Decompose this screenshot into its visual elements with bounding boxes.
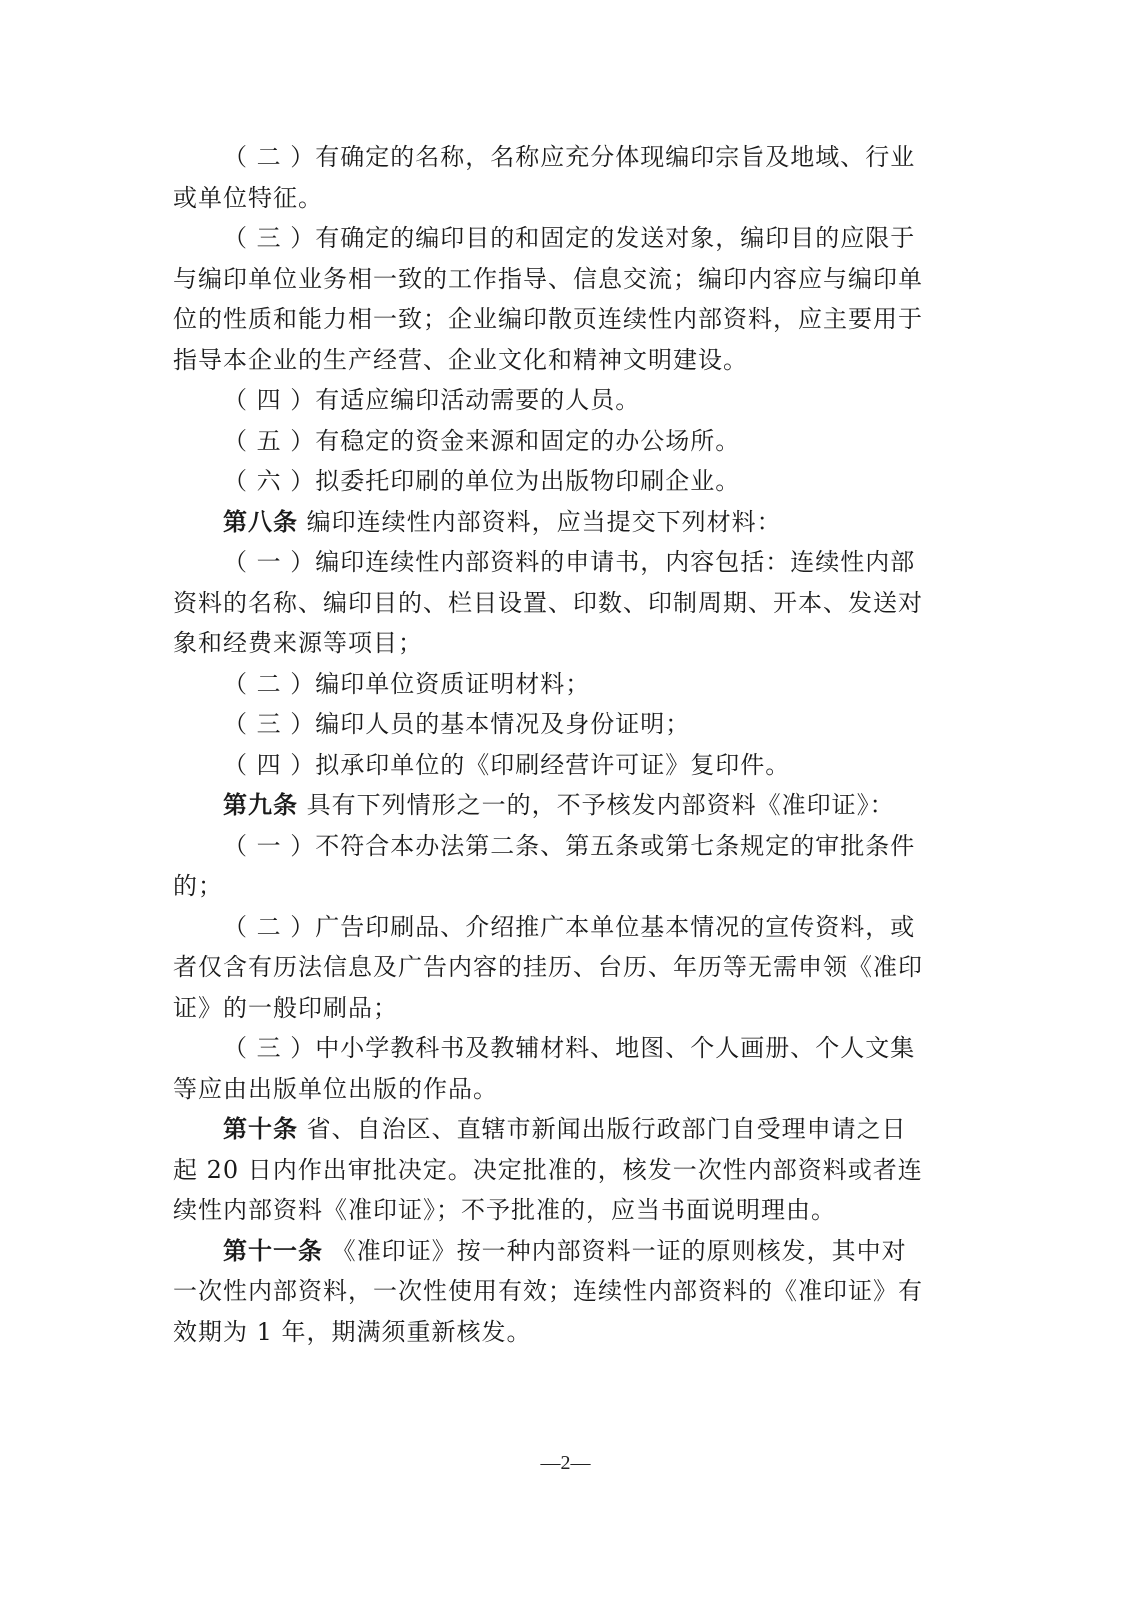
line-text: 或单位特征。 bbox=[173, 183, 323, 212]
line-text: （ 三 ）有确定的编印目的和固定的发送对象，编印目的应限于 bbox=[223, 224, 916, 252]
line-text: 者仅含有历法信息及广告内容的挂历、台历、年历等无需申领《准印 bbox=[173, 953, 923, 981]
line-text: 资料的名称、编印目的、栏目设置、印数、印制周期、开本、发送对 bbox=[173, 588, 923, 617]
text-line bbox=[173, 502, 943, 543]
text-line bbox=[173, 178, 943, 219]
line-text: 《准印证》按一种内部资料一证的原则核发，其中对 bbox=[331, 1236, 907, 1265]
page-number: —2— bbox=[540, 1452, 591, 1474]
line-text: （ 二 ）广告印刷品、介绍推广本单位基本情况的宣传资料，或 bbox=[223, 912, 916, 941]
text-line bbox=[173, 1312, 943, 1353]
line-text: 起 20 日内作出审批决定。决定批准的，核发一次性内部资料或者连 bbox=[173, 1155, 923, 1184]
text-line bbox=[173, 421, 943, 462]
text-line bbox=[173, 340, 943, 381]
text-line bbox=[173, 583, 943, 624]
article-number: 第八条 bbox=[223, 507, 298, 536]
line-text: 象和经费来源等项目； bbox=[173, 629, 423, 657]
text-line bbox=[173, 137, 943, 178]
line-text: 指导本企业的生产经营、企业文化和精神文明建设。 bbox=[173, 345, 748, 374]
paragraph bbox=[173, 704, 943, 745]
line-text: 的； bbox=[173, 872, 223, 900]
text-line bbox=[173, 380, 943, 421]
line-text: 具有下列情形之一的，不予核发内部资料《准印证》： bbox=[306, 791, 895, 819]
text-line bbox=[173, 1069, 943, 1110]
line-text: （ 三 ）中小学教科书及教辅材料、地图、个人画册、个人文集 bbox=[223, 1034, 916, 1062]
paragraph bbox=[173, 745, 943, 786]
text-line bbox=[173, 1109, 943, 1150]
line-text: （ 四 ）有适应编印活动需要的人员。 bbox=[223, 386, 641, 414]
text-line bbox=[173, 299, 943, 340]
line-text: （ 六 ）拟委托印刷的单位为出版物印刷企业。 bbox=[223, 467, 741, 495]
paragraph bbox=[173, 826, 943, 907]
text-line bbox=[173, 907, 943, 948]
article-number: 第十条 bbox=[223, 1115, 298, 1143]
text-line bbox=[173, 259, 943, 300]
text-line bbox=[173, 704, 943, 745]
line-text: 省、自治区、直辖市新闻出版行政部门自受理申请之日 bbox=[306, 1115, 907, 1143]
text-line bbox=[173, 785, 943, 826]
line-text: 一次性内部资料，一次性使用有效；连续性内部资料的《准印证》有 bbox=[173, 1277, 923, 1305]
text-line bbox=[173, 1271, 943, 1312]
line-text: （ 一 ）编印连续性内部资料的申请书，内容包括：连续性内部 bbox=[223, 548, 916, 576]
article-number: 第十一条 bbox=[223, 1236, 323, 1265]
article-paragraph bbox=[173, 1109, 943, 1231]
line-text: 与编印单位业务相一致的工作指导、信息交流；编印内容应与编印单 bbox=[173, 264, 923, 293]
paragraph bbox=[173, 542, 943, 664]
text-line bbox=[173, 866, 943, 907]
text-line bbox=[173, 623, 943, 664]
text-line bbox=[173, 1028, 943, 1069]
line-text: （ 五 ）有稳定的资金来源和固定的办公场所。 bbox=[223, 426, 741, 455]
line-text: （ 三 ）编印人员的基本情况及身份证明； bbox=[223, 710, 691, 738]
article-paragraph bbox=[173, 785, 943, 826]
text-line bbox=[173, 542, 943, 583]
line-text: （ 二 ）有确定的名称，名称应充分体现编印宗旨及地域、行业 bbox=[223, 143, 916, 171]
text-line bbox=[173, 461, 943, 502]
line-text: 位的性质和能力相一致；企业编印散页连续性内部资料，应主要用于 bbox=[173, 305, 923, 333]
line-text: （ 二 ）编印单位资质证明材料； bbox=[223, 669, 591, 698]
paragraph bbox=[173, 664, 943, 705]
article-paragraph bbox=[173, 502, 943, 543]
line-text: 效期为 1 年，期满须重新核发。 bbox=[173, 1317, 532, 1346]
line-text: 证》的一般印刷品； bbox=[173, 993, 398, 1022]
text-line bbox=[173, 1190, 943, 1231]
line-text: （ 四 ）拟承印单位的《印刷经营许可证》复印件。 bbox=[223, 750, 791, 779]
line-text: 编印连续性内部资料，应当提交下列材料： bbox=[306, 507, 782, 536]
text-line bbox=[173, 1150, 943, 1191]
article-number: 第九条 bbox=[223, 791, 298, 819]
article-paragraph bbox=[173, 1231, 943, 1353]
paragraph bbox=[173, 218, 943, 380]
text-line bbox=[173, 1231, 943, 1272]
line-text: （ 一 ）不符合本办法第二条、第五条或第七条规定的审批条件 bbox=[223, 831, 916, 860]
text-line bbox=[173, 745, 943, 786]
line-text: 续性内部资料《准印证》；不予批准的，应当书面说明理由。 bbox=[173, 1196, 836, 1224]
line-text: 等应由出版单位出版的作品。 bbox=[173, 1074, 498, 1103]
text-line bbox=[173, 664, 943, 705]
paragraph bbox=[173, 380, 943, 421]
text-line bbox=[173, 218, 943, 259]
text-line bbox=[173, 988, 943, 1029]
paragraph bbox=[173, 461, 943, 502]
paragraph bbox=[173, 907, 943, 1029]
text-line bbox=[173, 826, 943, 867]
text-line bbox=[173, 947, 943, 988]
paragraph bbox=[173, 1028, 943, 1109]
paragraph bbox=[173, 137, 943, 218]
paragraph bbox=[173, 421, 943, 462]
